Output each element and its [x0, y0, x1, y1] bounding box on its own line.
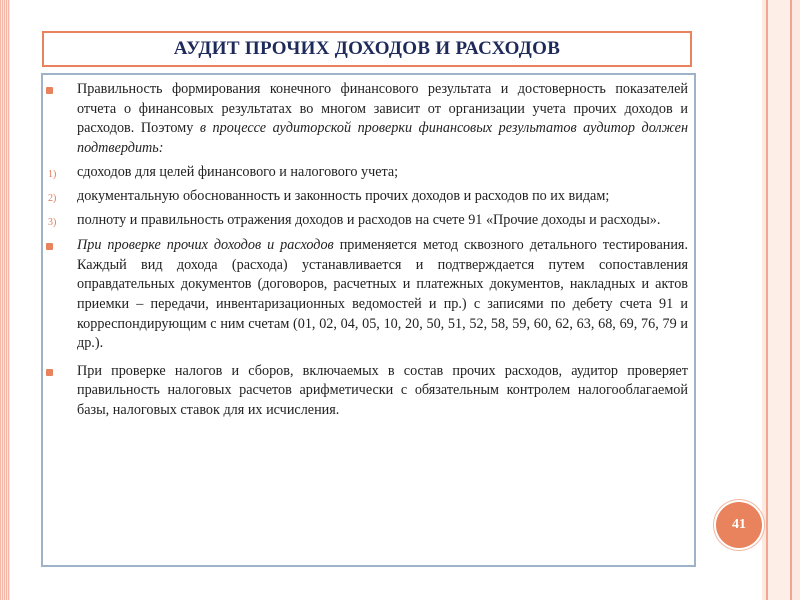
- right-decorative-stripes: [762, 0, 800, 600]
- list-number: 3): [48, 216, 57, 228]
- list-number: 2): [48, 192, 57, 204]
- bullet-icon: [46, 369, 53, 376]
- intro-italic-text: в процессе аудиторской проверки финансовых результатов аудитор должен подтвердить:: [77, 120, 689, 156]
- slide-title: АУДИТ ПРОЧИХ ДОХОДОВ И РАСХОДОВ: [173, 38, 561, 59]
- taxes-paragraph: [46, 362, 688, 421]
- page-number-badge: [716, 502, 762, 548]
- list-item-text: полноту и правильность отражения доходов и расходов на счете 91 «Прочие доходы и расходы».: [77, 211, 661, 228]
- list-item-text: сдоходов для целей финансового и налогового учета;: [77, 164, 399, 181]
- title-box: [42, 31, 692, 67]
- list-item: [46, 187, 688, 207]
- list-item: [46, 211, 688, 231]
- list-number: 1): [48, 169, 57, 181]
- intro-text: Правильность формирования конечного финансового результата и достоверность показателей отчета о финансовых результатах во многом зависит от организации учета прочих доходов и расходов. Поэтому: [77, 81, 688, 137]
- left-decorative-stripes: [0, 0, 10, 600]
- page-number: 41: [732, 517, 746, 532]
- intro-paragraph: [46, 80, 688, 158]
- list-item-text: документальную обоснованность и законность прочих доходов и расходов по их видам;: [77, 187, 610, 204]
- testing-italic-text: При проверке прочих доходов и расходов: [77, 237, 334, 254]
- slide-content: [46, 80, 688, 426]
- bullet-icon: [46, 87, 53, 94]
- testing-text: применяется метод сквозного детального тестирования. Каждый вид дохода (расхода) устанавливается и подтверждается путем сопоставления оправдательных документов (договоров, расчетных и платежных документов, накладных и актов приемки – передачи, инвентаризационных ведомостей и пр.) с записями по дебету счета 91 и корреспондирующим с ним счетам (01, 02, 04, 05, 10, 20, 50, 51, 52, 58, 59, 60, 62, 63, 68, 69, 76, 79 и др.).: [77, 237, 688, 352]
- testing-paragraph: [46, 236, 688, 354]
- list-item: [46, 163, 688, 183]
- taxes-text: При проверке налогов и сборов, включаемых в состав прочих расходов, аудитор проверяет правильность налоговых расчетов арифметически с обязательным контролем налогооблагаемой базы, налоговых ставок для их исчисления.: [77, 362, 688, 418]
- bullet-icon: [46, 243, 53, 250]
